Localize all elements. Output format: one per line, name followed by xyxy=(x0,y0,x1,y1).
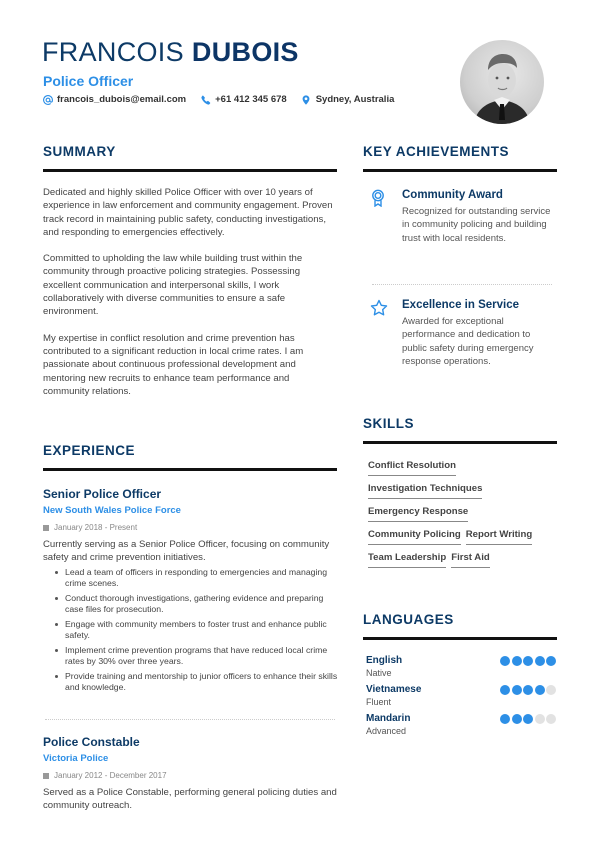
job-role: Senior Police Officer xyxy=(43,487,162,501)
last-name: DUBOIS xyxy=(191,37,299,67)
skill-tag: Emergency Response xyxy=(368,506,468,522)
rating-dot-filled xyxy=(535,656,545,666)
rating-dot-filled xyxy=(523,685,533,695)
job-bullet: Conduct thorough investigations, gathering evidence and preparing case files for prosecution. xyxy=(55,593,338,615)
achievements-divider xyxy=(363,169,557,172)
skills-divider xyxy=(363,441,557,444)
language-rating xyxy=(499,685,557,709)
skill-tag: First Aid xyxy=(451,552,490,568)
rating-dot-filled xyxy=(512,656,522,666)
rating-dot-filled xyxy=(500,685,510,695)
job-company: Victoria Police xyxy=(43,753,109,764)
rating-dot-filled xyxy=(512,714,522,724)
language-level: Native xyxy=(366,668,392,678)
contact-info xyxy=(42,94,408,105)
skill-tag: Community Policing xyxy=(368,529,461,545)
contact-location xyxy=(301,94,395,105)
rating-dot-filled xyxy=(500,656,510,666)
job-description: Currently serving as a Senior Police Officer, focusing on community safety and crime prevention initiatives. xyxy=(43,539,330,563)
language-rating xyxy=(499,714,557,738)
rating-dot-empty xyxy=(535,714,545,724)
languages-divider xyxy=(363,637,557,640)
skills-heading: SKILLS xyxy=(363,416,415,431)
experience-entry xyxy=(43,486,338,697)
experience-heading: EXPERIENCE xyxy=(43,443,136,458)
language-item xyxy=(366,712,556,738)
rating-dot-empty xyxy=(546,714,556,724)
language-name: Mandarin xyxy=(366,713,411,724)
calendar-icon xyxy=(43,773,49,779)
achievement-separator xyxy=(372,284,552,285)
skills-list xyxy=(368,460,563,575)
first-name: FRANCOIS xyxy=(42,37,184,67)
skill-tag: Conflict Resolution xyxy=(368,460,456,476)
language-name: Vietnamese xyxy=(366,684,422,695)
email-text: francois_dubois@email.com xyxy=(57,94,187,105)
job-bullet: Provide training and mentorship to junior officers to enhance their skills and knowledge. xyxy=(55,671,338,693)
experience-entry xyxy=(43,734,338,812)
achievement-description: Awarded for exceptional performance and dedication to public safety during emergency response operations. xyxy=(402,316,534,367)
summary-text xyxy=(43,186,338,411)
language-name: English xyxy=(366,655,403,666)
languages-heading: LANGUAGES xyxy=(363,612,454,627)
star-icon xyxy=(370,299,392,368)
job-bullet: Engage with community members to foster trust and enhance public safety. xyxy=(55,619,338,641)
job-bullet: Lead a team of officers in responding to emergencies and managing crime scenes. xyxy=(55,567,338,589)
job-bullet: Implement crime prevention programs that have reduced local crime rates by 30% over three years. xyxy=(55,645,338,667)
summary-paragraph: Committed to upholding the law while building trust within the community through proactive policing strategies. Possessing excellent communication and interpersonal skills, I work collaboratively with diverse communities to ensure a safe environment. xyxy=(43,253,303,318)
achievement-item xyxy=(370,298,555,368)
job-title: Police Officer xyxy=(43,73,134,89)
rating-dot-filled xyxy=(535,685,545,695)
summary-divider xyxy=(43,169,337,172)
job-dates-text: January 2018 - Present xyxy=(54,523,138,532)
candidate-name xyxy=(42,36,299,68)
job-dates-text: January 2012 - December 2017 xyxy=(54,771,167,780)
language-item xyxy=(366,654,556,680)
job-role: Police Constable xyxy=(43,735,140,749)
achievement-item xyxy=(370,188,555,245)
rating-dot-filled xyxy=(512,685,522,695)
at-icon xyxy=(42,94,53,105)
experience-divider xyxy=(43,468,337,471)
skill-tag: Report Writing xyxy=(466,529,532,545)
rating-dot-empty xyxy=(546,685,556,695)
job-dates xyxy=(43,770,338,781)
summary-paragraph: My expertise in conflict resolution and crime prevention has contributed to a significant reduction in local crime rates. I am passionate about continuous professional development and mentoring new recruits to enhance team performance and community relations. xyxy=(43,332,304,397)
experience-separator xyxy=(45,719,335,720)
job-company: New South Wales Police Force xyxy=(43,505,181,516)
achievement-title: Community Award xyxy=(402,189,503,201)
rating-dot-filled xyxy=(500,714,510,724)
award-ribbon-icon xyxy=(370,189,392,245)
language-rating xyxy=(499,656,557,680)
contact-phone[interactable] xyxy=(200,94,287,105)
achievement-description: Recognized for outstanding service in community policing and building trust with local residents. xyxy=(402,206,551,244)
language-level: Fluent xyxy=(366,697,392,707)
language-item xyxy=(366,683,556,709)
achievement-title: Excellence in Service xyxy=(402,299,519,311)
rating-dot-filled xyxy=(546,656,556,666)
job-dates xyxy=(43,522,338,533)
profile-photo xyxy=(460,40,544,124)
rating-dot-filled xyxy=(523,656,533,666)
skill-tag: Investigation Techniques xyxy=(368,483,482,499)
language-level: Advanced xyxy=(366,726,407,736)
summary-paragraph: Dedicated and highly skilled Police Officer with over 10 years of experience in law enforcement and community engagement. Proven track record in maintaining public safety, conducting investigations, and responding to emergencies effectively. xyxy=(43,187,333,238)
calendar-icon xyxy=(43,525,49,531)
location-text: Sydney, Australia xyxy=(315,94,395,105)
job-description: Served as a Police Constable, performing general policing duties and community outreach. xyxy=(43,787,337,811)
location-pin-icon xyxy=(301,94,312,105)
achievements-heading: KEY ACHIEVEMENTS xyxy=(363,144,510,159)
skill-tag: Team Leadership xyxy=(368,552,446,568)
rating-dot-filled xyxy=(523,714,533,724)
phone-text: +61 412 345 678 xyxy=(215,94,287,105)
contact-email[interactable] xyxy=(42,94,186,105)
phone-icon xyxy=(200,94,211,105)
summary-heading: SUMMARY xyxy=(43,144,116,159)
job-bullets xyxy=(55,567,338,693)
